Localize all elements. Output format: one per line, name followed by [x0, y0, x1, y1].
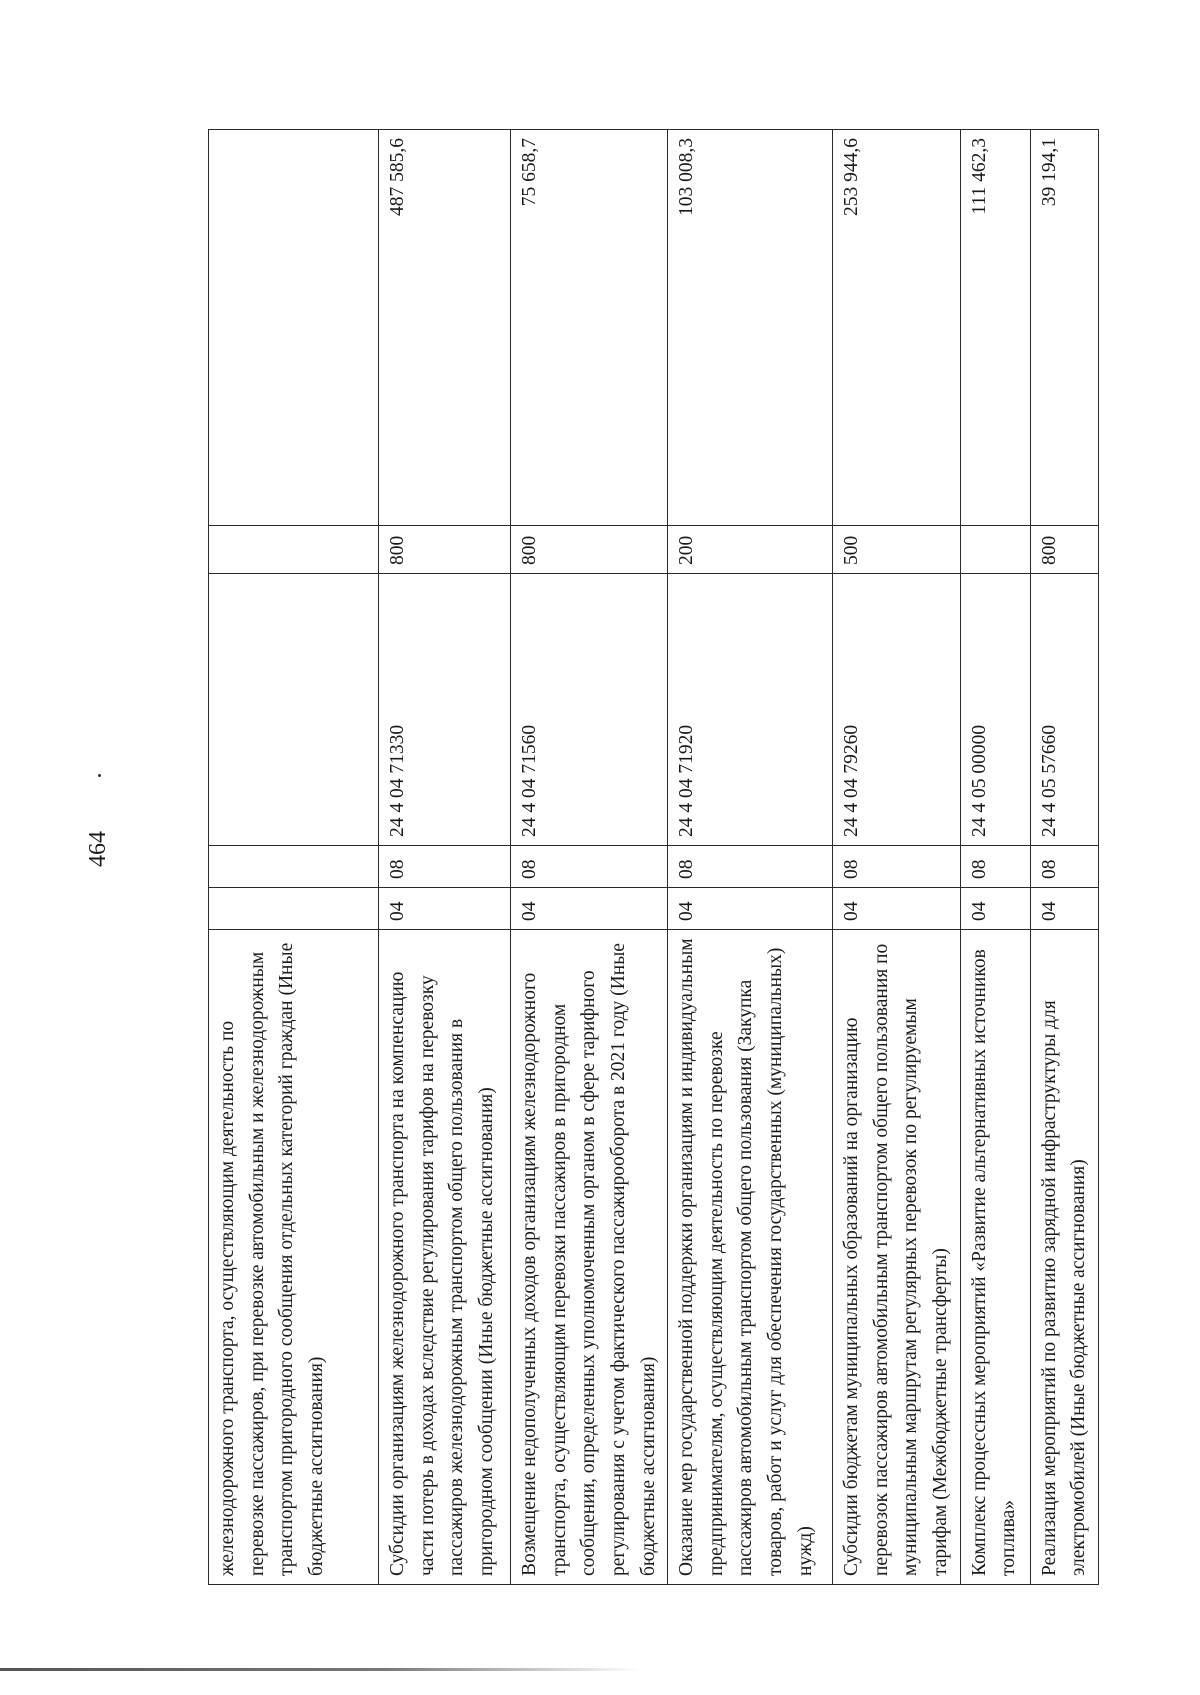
- table-row: [511, 130, 668, 1585]
- cell-expense-type: [960, 526, 1030, 574]
- cell-amount: 39 194,1: [1030, 130, 1098, 526]
- cell-subsection: 08: [1030, 846, 1098, 888]
- cell-amount: 75 658,7: [511, 130, 668, 526]
- cell-amount: [209, 130, 379, 526]
- cell-target-article: 24 4 04 71330: [379, 574, 511, 846]
- cell-target-article: 24 4 04 71920: [668, 574, 833, 846]
- cell-amount: 111 462,3: [960, 130, 1030, 526]
- page-number: 464: [85, 831, 111, 867]
- cell-name: Субсидии организациям железнодорожного транспорта на компенсацию части потерь в доходах вследствие регулирования тарифов на перевозку пассажиров железнодорожным транспортом общего пользования в пригородном сообщении (Иные бюджетные ассигнования): [379, 930, 511, 1585]
- cell-name: Субсидии бюджетам муниципальных образований на организацию перевозок пассажиров автомобильным транспортом общего пользования по муниципальным маршрутам регулярных перевозок по регулируемым тарифам (Межбюджетные трансферты): [833, 930, 961, 1585]
- table-row: [209, 130, 379, 1585]
- cell-expense-type: 800: [511, 526, 668, 574]
- cell-amount: 253 944,6: [833, 130, 961, 526]
- cell-expense-type: 500: [833, 526, 961, 574]
- cell-name: Комплекс процессных мероприятий «Развитие альтернативных источников топлива»: [960, 930, 1030, 1585]
- cell-section: [209, 888, 379, 930]
- cell-target-article: 24 4 05 57660: [1030, 574, 1098, 846]
- cell-subsection: 08: [960, 846, 1030, 888]
- cell-expense-type: 200: [668, 526, 833, 574]
- cell-expense-type: 800: [1030, 526, 1098, 574]
- cell-subsection: 08: [511, 846, 668, 888]
- cell-section: 04: [833, 888, 961, 930]
- cell-target-article: 24 4 05 00000: [960, 574, 1030, 846]
- cell-expense-type: [209, 526, 379, 574]
- table-row: [833, 130, 961, 1585]
- scan-edge-line: [0, 1668, 640, 1671]
- cell-name: Возмещение недополученных доходов организациям железнодорожного транспорта, осуществляющим перевозки пассажиров в пригородном сообщении, определенных уполномоченным органом в сфере тарифного регулирования с учетом фактического пассажирооборота в 2021 году (Иные бюджетные ассигнования): [511, 930, 668, 1585]
- cell-name: Оказание мер государственной поддержки организациям и индивидуальным предпринимателям, осуществляющим деятельность по перевозке пассажиров автомобильным транспортом общего пользования (Закупка товаров, работ и услуг для обеспечения государственных (муниципальных) нужд): [668, 930, 833, 1585]
- cell-amount: 487 585,6: [379, 130, 511, 526]
- cell-subsection: [209, 846, 379, 888]
- table-row: [668, 130, 833, 1585]
- cell-subsection: 08: [833, 846, 961, 888]
- cell-subsection: 08: [379, 846, 511, 888]
- budget-table-rotated: [208, 130, 1090, 1585]
- scan-speck: [98, 774, 101, 777]
- cell-target-article: 24 4 04 79260: [833, 574, 961, 846]
- table-row: [960, 130, 1030, 1585]
- cell-section: 04: [960, 888, 1030, 930]
- cell-name: Реализация мероприятий по развитию зарядной инфраструктуры для электромобилей (Иные бюджетные ассигнования): [1030, 930, 1098, 1585]
- table-row: [379, 130, 511, 1585]
- cell-target-article: [209, 574, 379, 846]
- budget-table: [208, 129, 1099, 1585]
- cell-section: 04: [668, 888, 833, 930]
- cell-section: 04: [511, 888, 668, 930]
- cell-section: 04: [1030, 888, 1098, 930]
- cell-subsection: 08: [668, 846, 833, 888]
- cell-expense-type: 800: [379, 526, 511, 574]
- cell-name: железнодорожного транспорта, осуществляющим деятельность по перевозке пассажиров, при перевозке автомобильным и железнодорожным транспортом пригородного сообщения отдельных категорий граждан (Иные бюджетные ассигнования): [209, 930, 379, 1585]
- cell-target-article: 24 4 04 71560: [511, 574, 668, 846]
- table-row: [1030, 130, 1098, 1585]
- cell-section: 04: [379, 888, 511, 930]
- cell-amount: 103 008,3: [668, 130, 833, 526]
